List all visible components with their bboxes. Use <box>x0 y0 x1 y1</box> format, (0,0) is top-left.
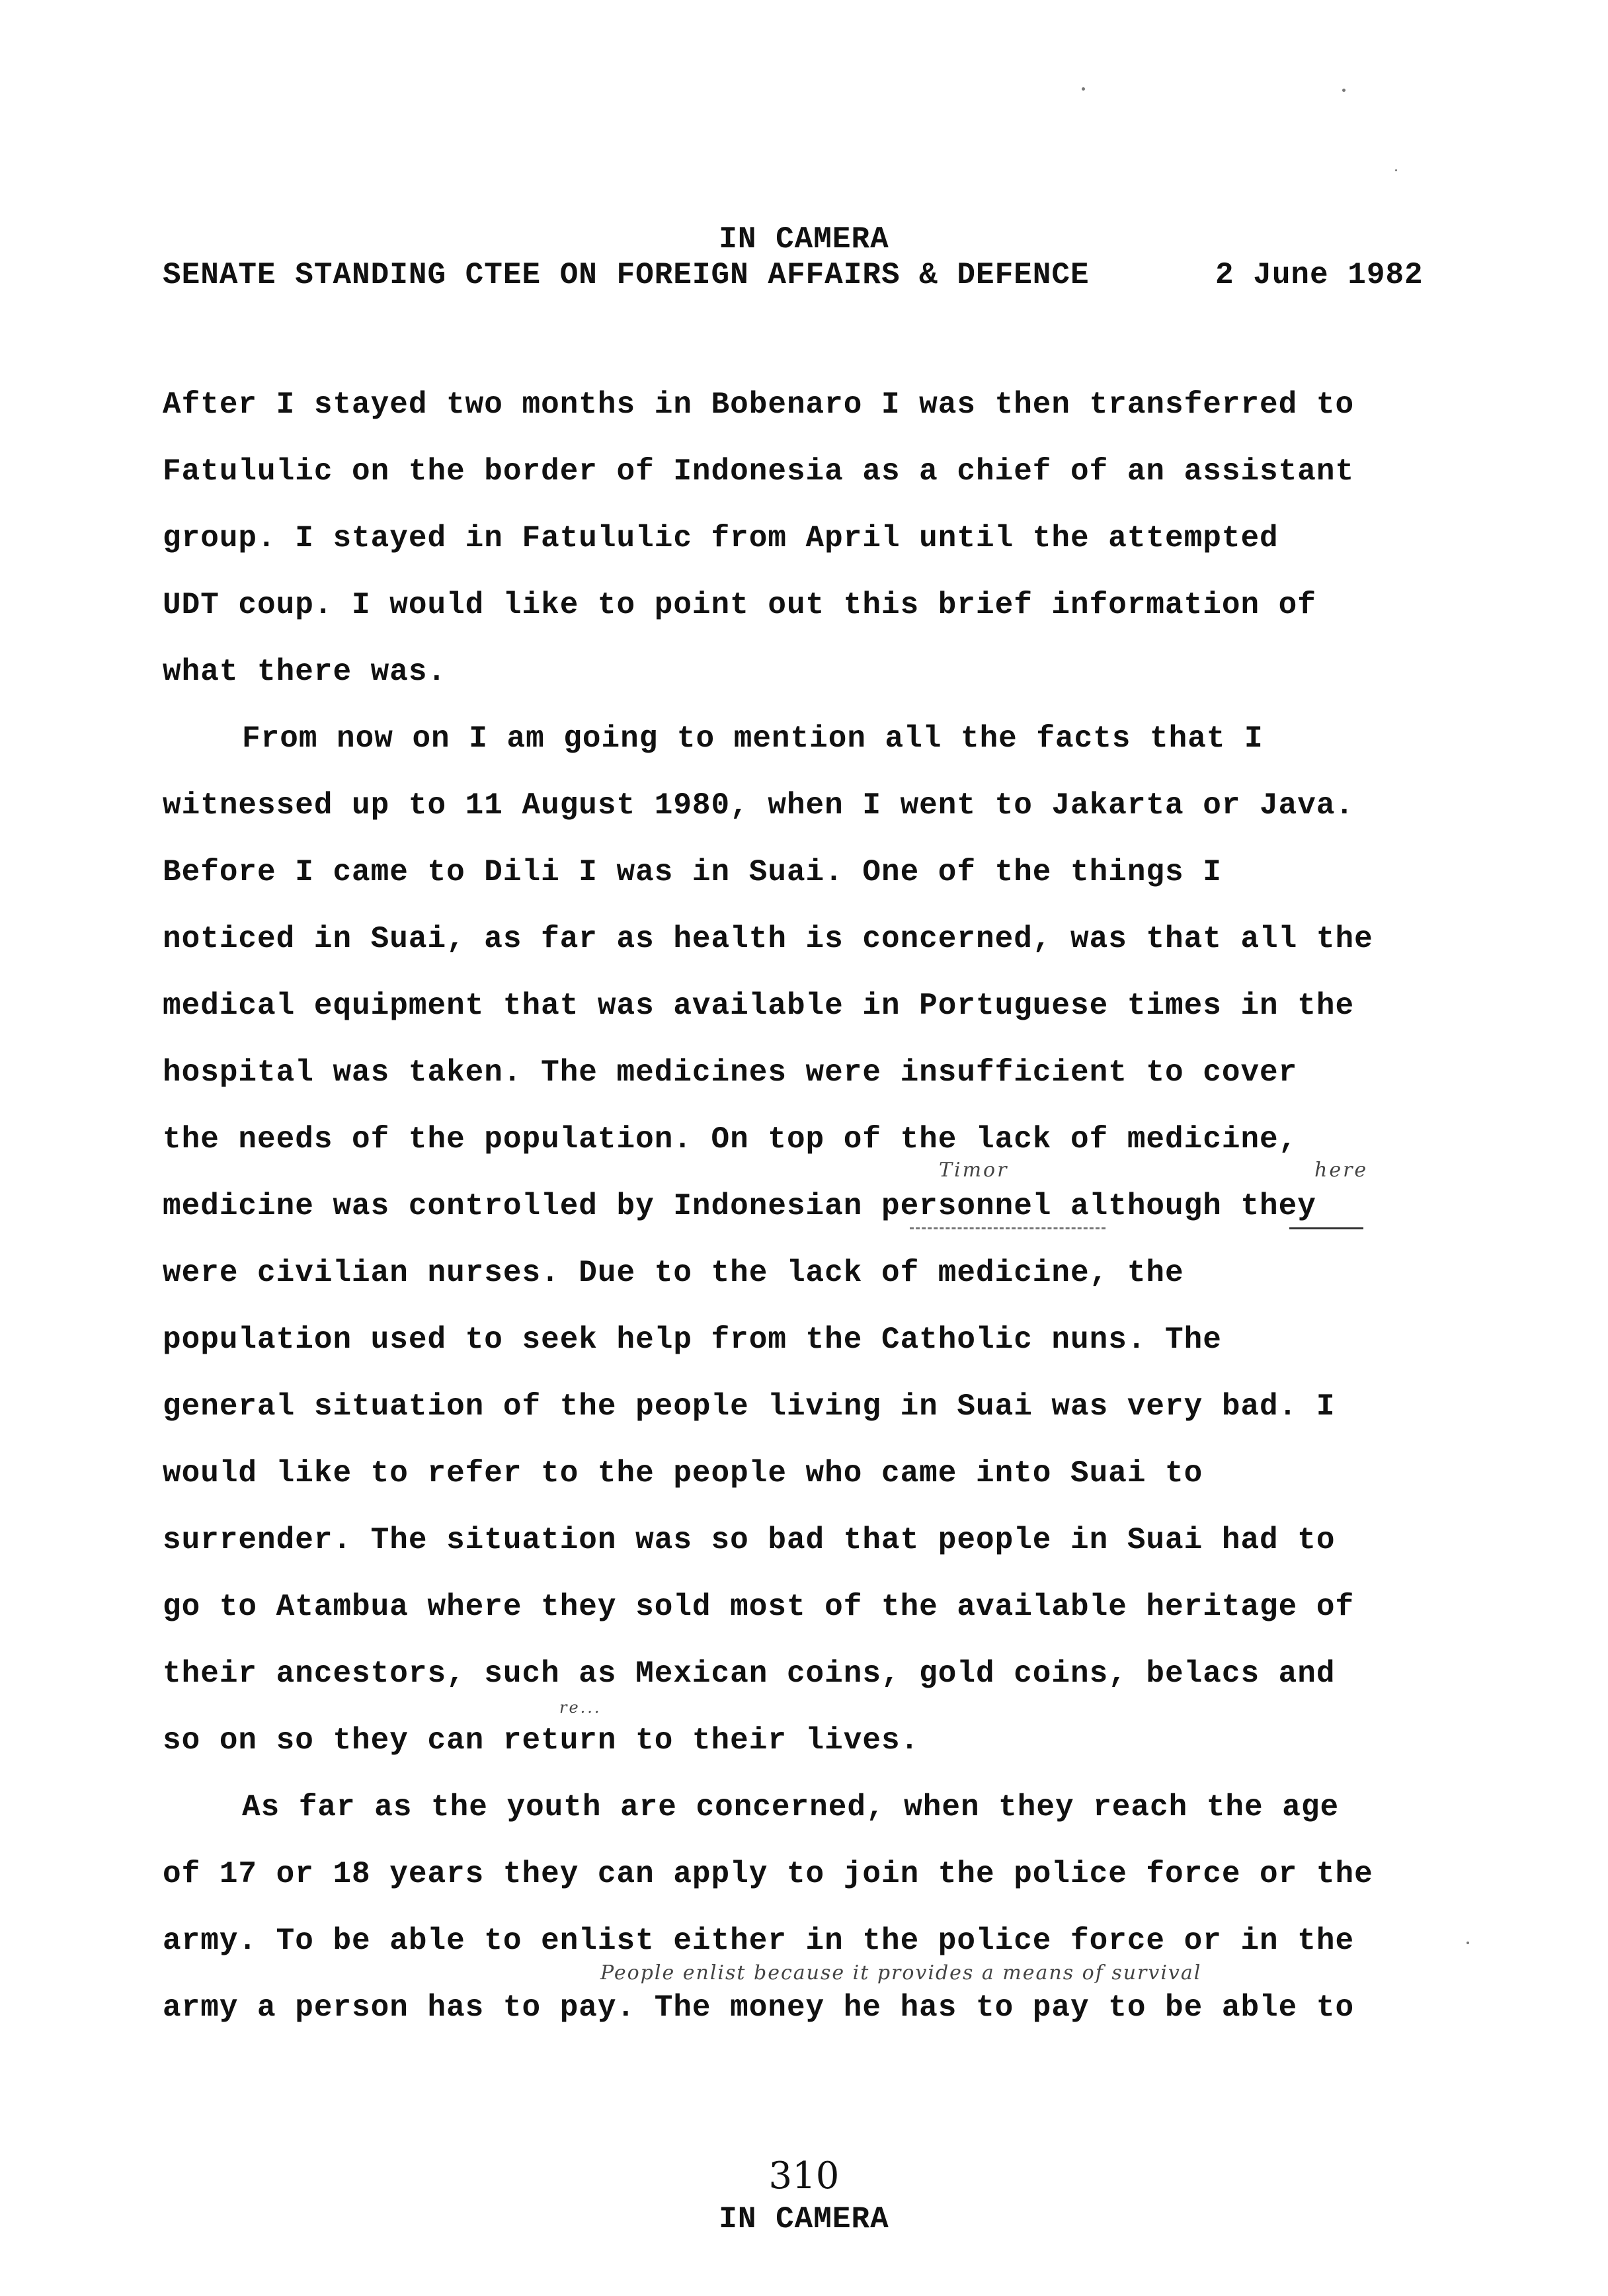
text-line: UDT coup. I would like to point out this brief information of <box>163 588 1316 622</box>
text-line: of 17 or 18 years they can apply to join the police force or the <box>163 1857 1373 1891</box>
handwritten-note-here: here <box>1314 1159 1369 1182</box>
text-line: Before I came to Dili I was in Suai. One of the things I <box>163 855 1222 889</box>
scan-speck <box>1082 87 1085 91</box>
text-line: army. To be able to enlist either in the police force or in the <box>163 1924 1355 1958</box>
text-line: so on so they can return to their lives. <box>163 1723 920 1758</box>
underline-mark <box>1289 1227 1363 1229</box>
text-line: medicine was controlled by Indonesian personnel although they <box>163 1189 1316 1223</box>
text-line: From now on I am going to mention all the facts that I <box>242 721 1264 756</box>
header-date: 2 June 1982 <box>1215 258 1424 292</box>
text-line: what there was. <box>163 655 447 689</box>
text-line: the needs of the population. On top of the lack of medicine, <box>163 1122 1298 1157</box>
text-line: hospital was taken. The medicines were insufficient to cover <box>163 1055 1298 1090</box>
text-line: would like to refer to the people who came into Suai to <box>163 1456 1203 1491</box>
text-line: army a person has to pay. The money he has to pay to be able to <box>163 1990 1355 2025</box>
scan-speck <box>1342 89 1346 92</box>
text-line: general situation of the people living in Suai was very bad. I <box>163 1389 1336 1424</box>
text-line: population used to seek help from the Catholic nuns. The <box>163 1323 1222 1357</box>
text-line: After I stayed two months in Bobenaro I was then transferred to <box>163 388 1355 422</box>
scan-speck <box>1467 1942 1469 1944</box>
text-line: were civilian nurses. Due to the lack of medicine, the <box>163 1256 1184 1290</box>
text-line: noticed in Suai, as far as health is concerned, was that all the <box>163 922 1373 956</box>
text-line: As far as the youth are concerned, when they reach the age <box>242 1790 1340 1824</box>
handwritten-note-timor: Timor <box>939 1159 1009 1182</box>
text-line: go to Atambua where they sold most of the available heritage of <box>163 1590 1355 1624</box>
handwritten-note-return: re... <box>559 1698 602 1717</box>
scan-speck <box>1395 169 1397 171</box>
text-line: Fatululic on the border of Indonesia as a chief of an assistant <box>163 454 1355 489</box>
text-line: medical equipment that was available in Portuguese times in the <box>163 989 1355 1023</box>
page-number: 310 <box>768 2154 840 2197</box>
text-line: their ancestors, such as Mexican coins, gold coins, belacs and <box>163 1657 1336 1691</box>
header-title: IN CAMERA <box>719 222 889 257</box>
text-line: surrender. The situation was so bad that people in Suai had to <box>163 1523 1336 1557</box>
footer-label: IN CAMERA <box>719 2202 889 2236</box>
dashed-underline <box>910 1227 1106 1229</box>
handwritten-margin-note: People enlist because it provides a means of survival <box>600 1961 1202 1985</box>
text-line: witnessed up to 11 August 1980, when I went to Jakarta or Java. <box>163 788 1355 823</box>
text-line: group. I stayed in Fatululic from April until the attempted <box>163 521 1279 555</box>
header-committee: SENATE STANDING CTEE ON FOREIGN AFFAIRS & DEFENCE <box>163 258 1090 292</box>
